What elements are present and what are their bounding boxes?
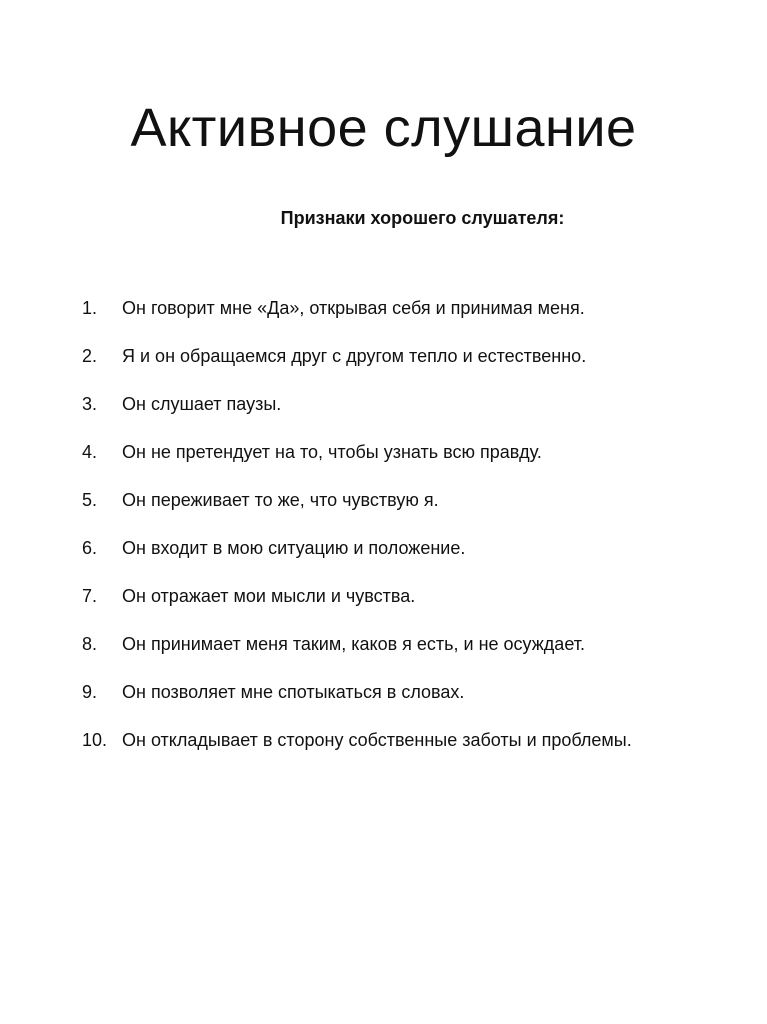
list-item-number: 4. xyxy=(82,442,98,462)
list-item-text: Он откладывает в сторону собственные заботы и проблемы. xyxy=(122,730,632,750)
list-item xyxy=(82,628,727,660)
list-item-text: Он принимает меня таким, каков я есть, и не осуждает. xyxy=(122,634,585,654)
list-item-number: 8. xyxy=(82,634,98,654)
page-title: Активное слушание xyxy=(130,98,637,158)
list-item-text: Он переживает то же, что чувствую я. xyxy=(122,490,439,510)
list-item xyxy=(82,532,727,564)
list-item-number: 7. xyxy=(82,586,98,606)
list-item xyxy=(82,484,727,516)
list-item-text: Он отражает мои мысли и чувства. xyxy=(122,586,416,606)
list-item-text: Он позволяет мне спотыкаться в словах. xyxy=(122,682,465,702)
list-item-number: 2. xyxy=(82,346,98,366)
list-item-text: Он слушает паузы. xyxy=(122,394,282,414)
list-item xyxy=(82,436,727,468)
list-item xyxy=(82,724,727,756)
list-item xyxy=(82,676,727,708)
list-item-text: Я и он обращаемся друг с другом тепло и естественно. xyxy=(122,346,587,366)
list-item-number: 10. xyxy=(82,730,108,750)
list-item-text: Он говорит мне «Да», открывая себя и принимая меня. xyxy=(122,298,585,318)
list-item-number: 5. xyxy=(82,490,98,510)
page-subtitle: Признаки хорошего слушателя: xyxy=(280,208,565,228)
list-item-number: 1. xyxy=(82,298,98,318)
list-item-text: Он входит в мою ситуацию и положение. xyxy=(122,538,466,558)
list-item xyxy=(82,388,727,420)
list-item-number: 6. xyxy=(82,538,98,558)
list-item-number: 9. xyxy=(82,682,98,702)
list-item xyxy=(82,340,727,372)
list-item-number: 3. xyxy=(82,394,98,414)
list-item xyxy=(82,292,727,324)
signs-list xyxy=(82,292,727,772)
list-item xyxy=(82,580,727,612)
list-item-text: Он не претендует на то, чтобы узнать всю правду. xyxy=(122,442,542,462)
